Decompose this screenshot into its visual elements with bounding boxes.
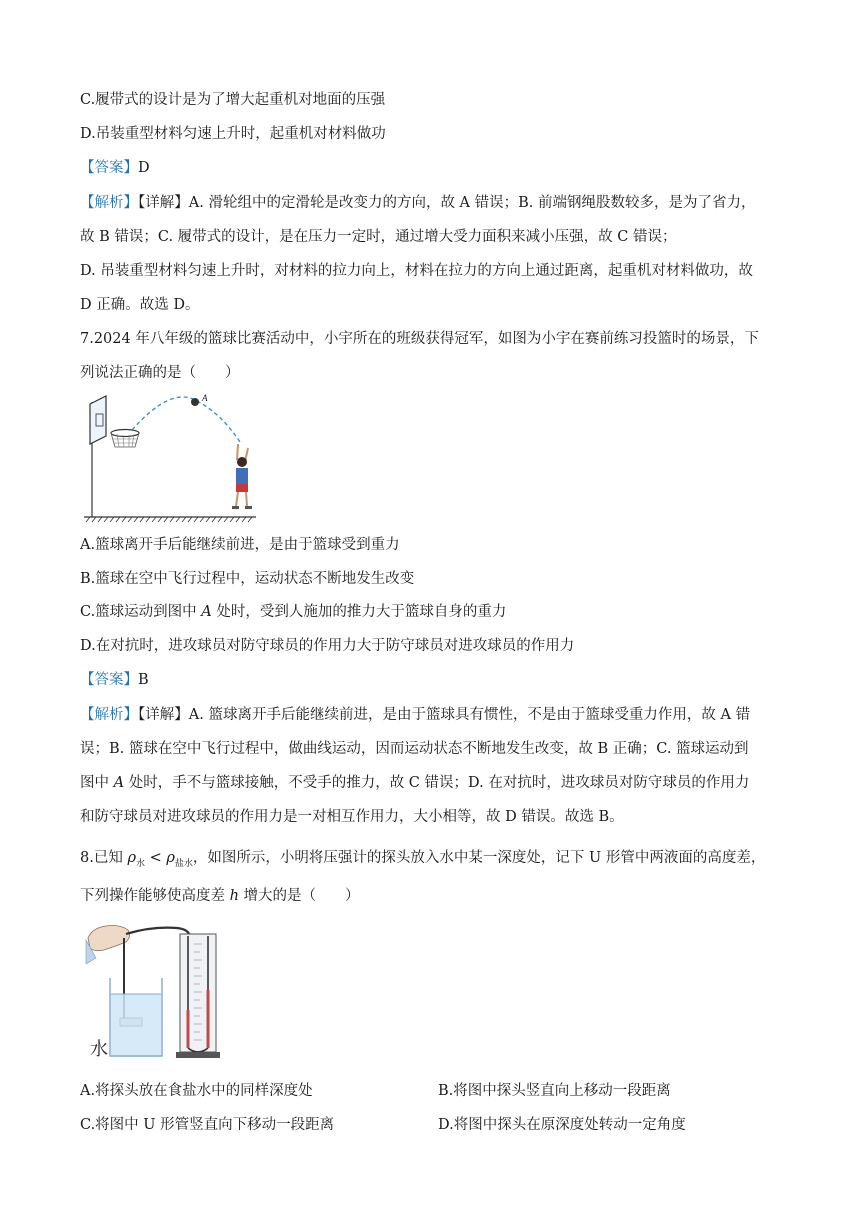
q6-analysis-line-4: D 正确。故选 D。 — [80, 297, 200, 313]
analysis-text: 【详解】A. 滑轮组中的定滑轮是改变力的方向，故 A 错误；B. 前端钢绳股数较多，是为了省力， — [138, 195, 756, 211]
q8-option-d: D.将图中探头在原深度处转动一定角度 — [438, 1117, 686, 1133]
q8-option-b: B.将图中探头竖直向上移动一段距离 — [438, 1083, 671, 1099]
q7-analysis-line-3 — [80, 773, 749, 793]
text: A — [113, 775, 125, 791]
q6-analysis-line-3: D. 吊装重型材料匀速上升时，对材料的拉力向上，材料在拉力的方向上通过距离，起重机对材料做功，故 — [80, 263, 753, 279]
q7-analysis-line-2: 误；B. 篮球在空中飞行过程中，做曲线运动，因而运动状态不断地发生改变，故 B 正确；C. 篮球运动到 — [80, 741, 749, 757]
player-icon — [232, 444, 252, 509]
text: A — [201, 604, 212, 620]
figure-label-a: A — [202, 393, 208, 403]
analysis-tag: 【解析】 — [80, 195, 138, 211]
q8-option-a: A.将探头放在食盐水中的同样深度处 — [80, 1083, 313, 1099]
subscript-water: 水 — [135, 858, 145, 869]
text: 处时，受到人施加的推力大于篮球自身的重力 — [211, 604, 507, 620]
q7-option-b: B.篮球在空中飞行过程中，运动状态不断地发生改变 — [80, 571, 415, 587]
answer-value: D — [138, 160, 150, 176]
analysis-tag: 【解析】 — [80, 707, 138, 723]
q6-analysis-line-2: 故 B 错误；C. 履带式的设计，是在压力一定时，通过增大受力面积来减小压强，故 C 错误； — [80, 229, 677, 245]
q6-analysis-line-1 — [80, 193, 756, 213]
rho-symbol: ρ — [127, 850, 136, 866]
q7-option-d: D.在对抗时，进攻球员对防守球员的作用力大于防守球员对进攻球员的作用力 — [80, 638, 575, 654]
figure-label-water: 水 — [90, 1039, 108, 1059]
rho-symbol: ρ — [166, 850, 175, 866]
ball-icon — [191, 398, 199, 406]
text: < — [145, 850, 167, 866]
answer-value: B — [138, 672, 149, 688]
answer-tag: 【答案】 — [80, 672, 138, 688]
text: 图中 — [80, 775, 114, 791]
text: ，如图所示，小明将压强计的探头放入水中某一深度处，记下 U 形管中两液面的高度差， — [192, 850, 766, 866]
q7-analysis-line-4: 和防守球员对进攻球员的作用力是一对相互作用力，大小相等，故 D 错误。故选 B。 — [80, 809, 624, 825]
text: 下列操作能够使高度差 — [80, 888, 230, 904]
q6-option-c: C.履带式的设计是为了增大起重机对地面的压强 — [80, 92, 386, 108]
q6-option-d: D.吊装重型材料匀速上升时，起重机对材料做功 — [80, 126, 386, 142]
subscript-saltwater: 盐水 — [174, 858, 193, 869]
q7-analysis-line-1 — [80, 705, 750, 725]
pressure-gauge-figure — [82, 920, 227, 1062]
answer-tag: 【答案】 — [80, 160, 138, 176]
q7-answer — [80, 670, 149, 690]
basketball-figure — [80, 392, 260, 524]
text: 处时，手不与篮球接触，不受手的推力，故 C 错误；D. 在对抗时，进攻球员对防守球员的作用力 — [124, 775, 750, 791]
text: 8.已知 — [80, 850, 128, 866]
text: 增大的是（ ） — [238, 888, 360, 904]
q7-stem-line-1: 7.2024 年八年级的篮球比赛活动中，小宇所在的班级获得冠军，如图为小宇在赛前练习投篮时的场景，下 — [80, 331, 759, 347]
q8-option-c: C.将图中 U 形管竖直向下移动一段距离 — [80, 1117, 335, 1133]
q7-option-a: A.篮球离开手后能继续前进，是由于篮球受到重力 — [80, 537, 400, 553]
q6-answer — [80, 158, 150, 178]
text: h — [229, 888, 239, 904]
text: C.篮球运动到图中 — [80, 604, 202, 620]
q7-option-c — [80, 602, 506, 622]
q8-stem-line-1 — [80, 848, 765, 874]
q7-stem-line-2: 列说法正确的是（ ） — [80, 365, 240, 381]
q8-stem-line-2 — [80, 886, 360, 906]
analysis-text: 【详解】A. 篮球离开手后能继续前进，是由于篮球具有惯性，不是由于篮球受重力作用，故 A 错 — [138, 707, 751, 723]
